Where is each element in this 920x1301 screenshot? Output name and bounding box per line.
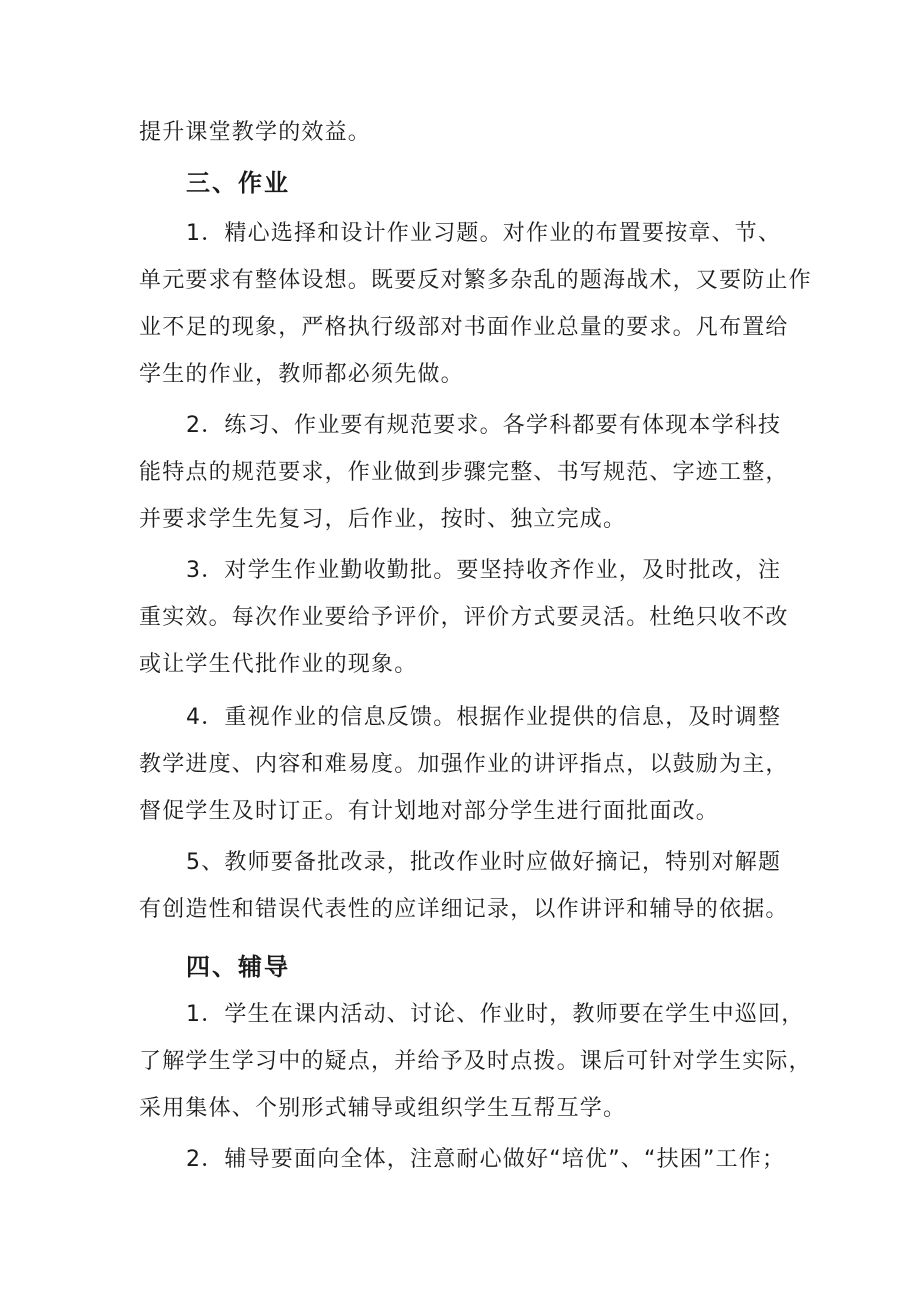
paragraph-line: 督促学生及时订正。有计划地对部分学生进行面批面改。 [139,799,720,824]
paragraph-line: 提升课堂教学的效益。 [139,120,372,145]
paragraph-line: 1．学生在课内活动、讨论、作业时，教师要在学生中巡回， [186,1002,805,1027]
paragraph-line: 有创造性和错误代表性的应详细记录，以作讲评和辅导的依据。 [139,897,789,922]
paragraph-line: 4．重视作业的信息反馈。根据作业提供的信息，及时调整 [186,705,782,730]
paragraph-line: 并要求学生先复习，后作业，按时、独立完成。 [139,507,627,532]
section-heading-homework: 三、作业 [186,169,290,197]
paragraph-line: 了解学生学习中的疑点，并给予及时点拨。课后可针对学生实际， [139,1049,812,1074]
paragraph-line: 5、教师要备批改录，批改作业时应做好摘记，特别对解题 [186,850,782,875]
paragraph-line: 单元要求有整体设想。既要反对繁多杂乱的题海战术，又要防止作 [139,268,812,293]
paragraph-line: 或让学生代批作业的现象。 [139,652,418,677]
paragraph-line: 3．对学生作业勤收勤批。要坚持收齐作业，及时批改，注 [186,558,782,583]
paragraph-line: 2．辅导要面向全体，注意耐心做好“培优”、“扶困”工作； [186,1147,786,1172]
section-heading-tutoring: 四、辅导 [186,953,290,981]
paragraph-line: 2．练习、作业要有规范要求。各学科都要有体现本学科技 [186,413,782,438]
paragraph-line: 教学进度、内容和难易度。加强作业的讲评指点，以鼓励为主， [139,752,789,777]
paragraph-line: 1．精心选择和设计作业习题。对作业的布置要按章、节、 [186,221,782,246]
paragraph-line: 重实效。每次作业要给予评价，评价方式要灵活。杜绝只收不改 [139,605,789,630]
paragraph-line: 学生的作业，教师都必须先做。 [139,362,464,387]
paragraph-line: 能特点的规范要求，作业做到步骤完整、书写规范、字迹工整， [139,460,789,485]
paragraph-line: 采用集体、个别形式辅导或组织学生互帮互学。 [139,1096,627,1121]
paragraph-line: 业不足的现象，严格执行级部对书面作业总量的要求。凡布置给 [139,315,789,340]
